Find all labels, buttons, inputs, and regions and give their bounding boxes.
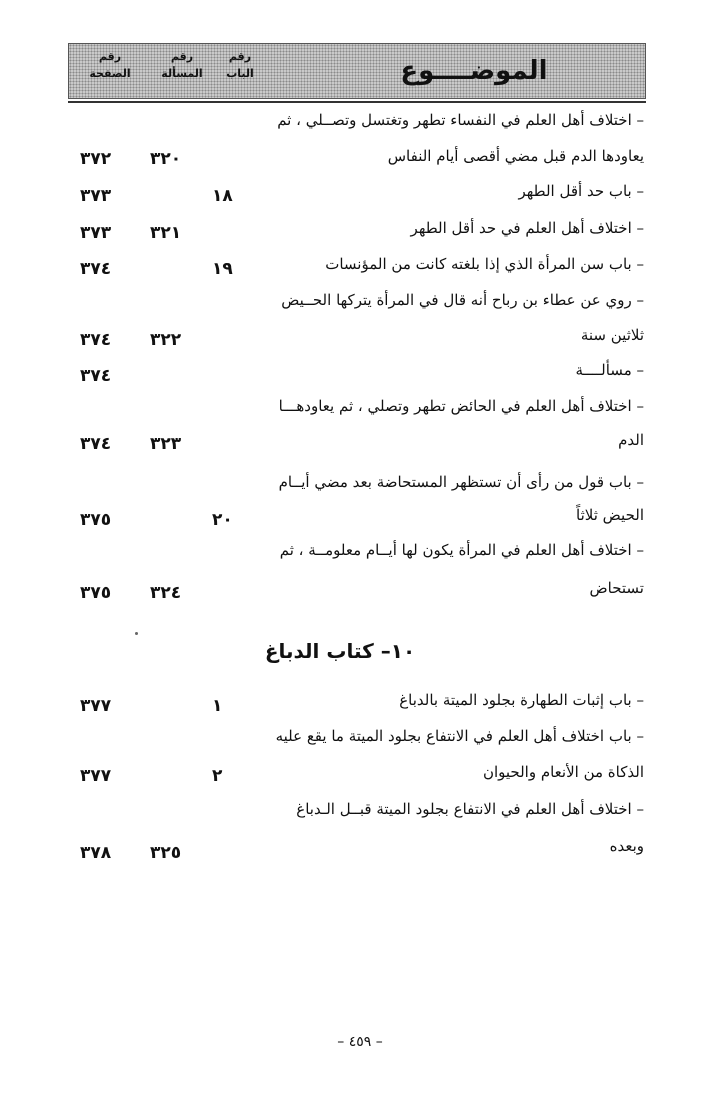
page-number: ٣٧٧ [80,696,112,716]
entry-text: – اختلاف أهل العلم في النفساء تطهر وتغتسل وتصــلي ، ثم [277,111,644,129]
topic-column-header: الموضــــوع [400,56,548,86]
entry-text: الدم [618,431,644,449]
page-number: ٣٧٣ [80,186,112,206]
page-number: ٣٧٧ [80,766,112,786]
page-number: ٣٧٤ [80,366,112,386]
entry-text: الحيض ثلاثاً [576,506,644,524]
entry-text: – باب سن المرأة الذي إذا بلغته كانت من المؤنسات [325,255,644,273]
table-header [68,43,646,99]
entry-text: – مسألــــة [575,361,644,379]
header-divider [68,101,646,103]
issue-number: ٣٢٠ [150,149,182,169]
entry-text: تستحاض [589,579,644,597]
entry-text: – اختلاف أهل العلم في المرأة يكون لها أيــام معلومــة ، ثم [279,541,644,559]
page-number-column-header: رقم الصفحة [89,50,131,80]
issue-number: ٣٢٢ [150,330,182,350]
entry-text: – باب إثبات الطهارة بجلود الميتة بالدباغ [399,691,644,709]
page-number: ٣٧٨ [80,843,112,863]
page-footer-number: – ٤٥٩ – [337,1034,383,1050]
page-number: ٣٧٣ [80,223,112,243]
chapter-number: ١٨ [212,186,233,206]
entry-text: – اختلاف أهل العلم في الحائض تطهر وتصلي ، ثم يعاودهـــا [278,397,644,415]
page-number: ٣٧٥ [80,510,112,530]
entry-text: – باب اختلاف أهل العلم في الانتفاع بجلود الميتة ما يقع عليه [275,727,644,745]
issue-number: ٣٢٤ [150,583,182,603]
entry-text: الذكاة من الأنعام والحيوان [482,763,644,781]
entry-text: – باب قول من رأى أن تستظهر المستحاضة بعد مضي أيــام [278,473,644,491]
page-number: ٣٧٤ [80,434,112,454]
section-title: ١٠– كتاب الدباغ [264,639,416,663]
entry-text: – اختلاف أهل العلم في الانتفاع بجلود الميتة قبــل الـدباغ [296,800,644,818]
page-number: ٣٧٤ [80,330,112,350]
chapter-number: ١ [212,696,223,716]
entry-text: – روي عن عطاء بن رباح أنه قال في المرأة يتركها الحــيض [281,291,644,309]
entry-text: وبعده [609,837,644,855]
chapter-number: ١٩ [212,259,233,279]
entry-text: – باب حد أقل الطهر [518,182,644,200]
issue-number: ٣٢٥ [150,843,182,863]
issue-number: ٣٢١ [150,223,182,243]
chapter-number: ٢ [212,766,223,786]
issue-number: ٣٢٣ [150,434,182,454]
issue-number-column-header: رقم المسألة [161,50,203,80]
chapter-number: ٢٠ [212,510,233,530]
entry-text: – اختلاف أهل العلم في حد أقل الطهر [410,219,644,237]
print-speck [135,632,138,635]
page-number: ٣٧٤ [80,259,112,279]
entry-text: ثلاثين سنة [580,326,644,344]
entry-text: يعاودها الدم قبل مضي أقصى أيام النفاس [387,147,644,165]
page-number: ٣٧٥ [80,583,112,603]
chapter-number-column-header: رقم الباب [226,50,254,80]
page-number: ٣٧٢ [80,149,112,169]
